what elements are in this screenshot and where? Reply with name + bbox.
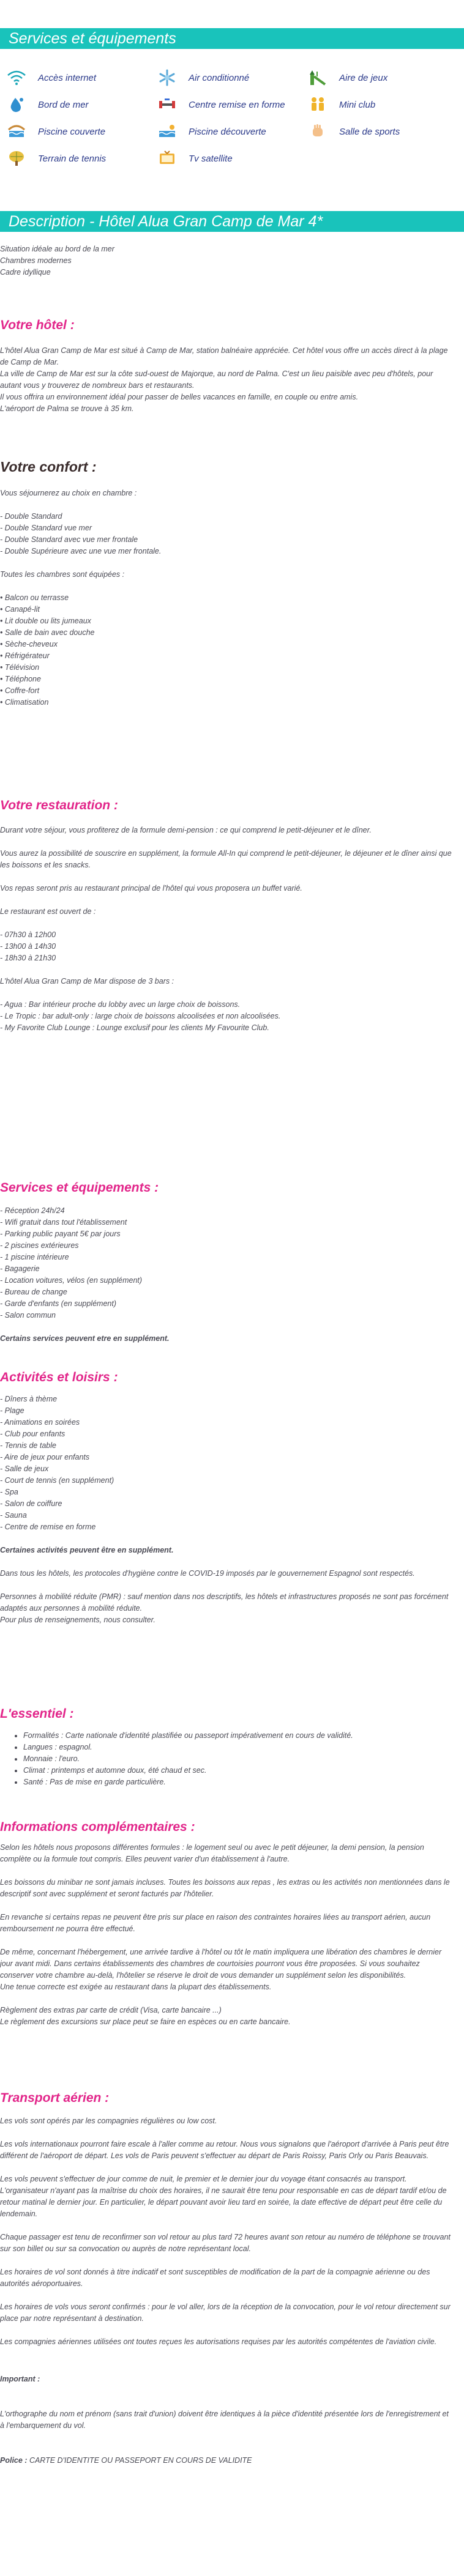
pmr-note-2: Pour plus de renseignements, nous consulter. (0, 1616, 155, 1624)
comfort-intro: Vous séjournerez au choix en chambre : (0, 489, 137, 497)
hours-intro: Le restaurant est ouvert de : (0, 907, 96, 916)
activity-item: - Salle de jeux (0, 1464, 49, 1473)
tv-icon (157, 149, 178, 168)
service-item: - Bureau de change (0, 1288, 67, 1296)
intro-line: Chambres modernes (0, 256, 72, 265)
activity-item: - Aire de jeux pour enfants (0, 1453, 90, 1461)
intro-block (0, 243, 454, 278)
hours-item: - 07h30 à 12h00 (0, 930, 56, 939)
amenity-label: Tv satellite (189, 153, 233, 164)
equipment-item: • Télévision (0, 663, 40, 672)
bar-item: - Le Tropic : bar adult-only : large choix de boissons alcoolisées et non alcoolisées. (0, 1012, 281, 1020)
wifi-icon (6, 69, 27, 87)
complementary-paragraph: Une tenue correcte est exigée au restaurant dans la plupart des établissements. (0, 1983, 272, 1991)
kids-icon (307, 95, 328, 114)
service-item: - Parking public payant 5€ par jours (0, 1230, 121, 1238)
amenity-label: Centre remise en forme (189, 99, 285, 110)
amenity-item (6, 69, 157, 87)
amenity-item (6, 95, 157, 114)
important-label: Important : (0, 2375, 40, 2383)
amenity-item (6, 122, 157, 141)
room-item: - Double Standard (0, 512, 62, 521)
service-item: - Réception 24h/24 (0, 1206, 65, 1215)
covid-note: Dans tous les hôtels, les protocoles d'hygiène contre le COVID-19 imposés par le gouvernement Espagnol sont respectés. (0, 1569, 415, 1578)
room-item: - Double Standard avec vue mer frontale (0, 535, 138, 544)
equipment-list (0, 592, 454, 708)
essential-item: • Formalités : Carte nationale d'identité plastifiée ou passeport impérativement en cours de validité. (23, 1730, 454, 1742)
amenity-item (157, 149, 307, 168)
amenity-item (307, 69, 458, 87)
bar-item: - Agua : Bar intérieur proche du lobby avec un large choix de boissons. (0, 1000, 241, 1009)
restaurant-title: Votre restauration : (0, 798, 118, 812)
restaurant-section (0, 798, 454, 1034)
services-note: Certains services peuvent etre en supplément. (0, 1334, 170, 1343)
services-list (0, 1205, 454, 1321)
equipment-item: • Réfrigérateur (0, 651, 50, 660)
amenity-label: Air conditionné (189, 72, 250, 83)
activities-list (0, 1394, 454, 1533)
equipment-intro: Toutes les chambres sont équipées : (0, 570, 125, 579)
equipment-item: • Balcon ou terrasse (0, 593, 69, 602)
complementary-paragraph: Les boissons du minibar ne sont jamais incluses. Toutes les boissons aux repas , les extras ou les activités non mentionnées dans le descriptif sont avec supplément et seront facturés par l'hôtelier. (0, 1878, 450, 1898)
snowflake-icon (157, 69, 178, 87)
room-item: - Double Standard vue mer (0, 524, 92, 532)
transport-title: Transport aérien : (0, 2091, 110, 2105)
activity-item: - Animations en soirées (0, 1418, 80, 1427)
amenities-grid (6, 64, 459, 172)
bar-item: - My Favorite Club Lounge : Lounge exclusif pour les clients My Favourite Club. (0, 1023, 269, 1032)
service-item: - Bagagerie (0, 1264, 40, 1273)
water-drop-icon (6, 95, 27, 114)
ortho-note: L'orthographe du nom et prénom (sans trait d'union) doivent être identiques à la pièce d'identité présentée lors de l'enregistrement et à l'embarquement du vol. (0, 2410, 449, 2430)
services-section (0, 1181, 454, 1345)
transport-paragraph: Les vols sont opérés par les compagnies régulières ou low cost. (0, 2117, 217, 2125)
amenity-item (6, 149, 157, 168)
restaurant-paragraph: Vos repas seront pris au restaurant principal de l'hôtel qui vous proposera un buffet varié. (0, 884, 302, 893)
services-banner: Services et équipements (0, 28, 464, 49)
intro-line: Cadre idyllique (0, 268, 51, 277)
hotel-paragraph: La ville de Camp de Mar est sur la côte sud-ouest de Majorque, au nord de Palma. C'est un lieu paisible avec peu d'hôtels, pour autant vous y trouverez de nombreux bars et restaurants. (0, 369, 433, 390)
bars-list (0, 999, 454, 1034)
service-item: - Wifi gratuit dans tout l'établissement (0, 1218, 127, 1227)
activities-note: Certaines activités peuvent être en supplément. (0, 1546, 174, 1554)
equipment-item: • Coffre-fort (0, 686, 40, 695)
essential-list (0, 1730, 454, 1788)
outdoor-pool-icon (157, 122, 178, 141)
amenity-label: Aire de jeux (339, 72, 388, 83)
transport-paragraph: Les vols peuvent s'effectuer de jour comme de nuit, le premier et le dernier jour du voyage étant consacrés au transport. L'organisateur n'ayant pas la maîtrise du choix des horaires, il ne saurait être tenu pour responsable en cas de départ tardif et/ou de retour matinal le dernier jour. En particulier, le départ pouvant avoir lieu tard en soirée, la date effective de départ peut être celle du lendemain. (0, 2175, 447, 2218)
essential-section (0, 1707, 454, 1788)
indoor-pool-icon (6, 122, 27, 141)
hand-fist-icon (307, 122, 328, 141)
service-item: - 2 piscines extérieures (0, 1241, 79, 1250)
activity-item: - Centre de remise en forme (0, 1523, 96, 1531)
equipment-item: • Climatisation (0, 698, 49, 707)
service-item: - Salon commun (0, 1311, 56, 1320)
activity-item: - Tennis de table (0, 1441, 56, 1450)
pmr-note: Personnes à mobilité réduite (PMR) : sauf mention dans nos descriptifs, les hôtels et infrastructures proposés ne sont pas forcément adaptés aux personnes à mobilité réduite. (0, 1592, 449, 1613)
amenity-item (307, 95, 458, 114)
playground-icon (307, 69, 328, 87)
transport-section (0, 2091, 454, 2467)
fitness-icon (157, 95, 178, 114)
amenity-item (307, 122, 458, 141)
transport-paragraph: Les vols internationaux pourront faire escale à l'aller comme au retour. Nous vous signalons que l'aéroport d'arrivée à Paris peut être différent de l'aéroport de départ. Les vols de Paris peuvent s'effectuer au départ de Paris Roissy, Paris Orly ou Paris Beauvais. (0, 2140, 449, 2160)
essential-item: • Santé : Pas de mise en garde particulière. (23, 1776, 454, 1788)
service-item: - Garde d'enfants (en supplément) (0, 1299, 116, 1308)
amenity-label: Terrain de tennis (38, 153, 107, 164)
activity-item: - Plage (0, 1406, 24, 1415)
amenity-label: Piscine couverte (38, 126, 106, 137)
activity-item: - Salon de coiffure (0, 1499, 62, 1508)
complementary-paragraph: En revanche si certains repas ne peuvent être pris sur place en raison des contraintes horaires liées au transport aérien, aucun remboursement ne pourra être effectué. (0, 1913, 431, 1933)
room-item: - Double Supérieure avec une vue mer frontale. (0, 547, 162, 555)
services-title: Services et équipements : (0, 1181, 159, 1195)
activities-title: Activités et loisirs : (0, 1370, 118, 1384)
transport-paragraph: Les horaires de vols vous seront confirmés : pour le vol aller, lors de la réception de la convocation, pour le vol retour directement sur place par notre représentant à destination. (0, 2303, 451, 2323)
room-list (0, 511, 454, 557)
hotel-title: Votre hôtel : (0, 318, 75, 332)
bars-intro: L'hôtel Alua Gran Camp de Mar dispose de 3 bars : (0, 977, 174, 985)
police-line (0, 2455, 454, 2467)
hours-item: - 18h30 à 21h30 (0, 954, 56, 962)
activity-item: - Court de tennis (en supplément) (0, 1476, 114, 1485)
complementary-paragraph: Selon les hôtels nous proposons différentes formules : le logement seul ou avec le petit déjeuner, la demi pension, la pension complète ou la formule tout compris. Elles peuvent varier d'un établissement à l'autre. (0, 1843, 424, 1863)
equipment-item: • Canapé-lit (0, 605, 40, 614)
amenity-item (157, 122, 307, 141)
hotel-paragraph: Il vous offrira un environnement idéal pour passer de belles vacances en famille, en couple ou entre amis. (0, 393, 359, 401)
tennis-icon (6, 149, 27, 168)
comfort-title: Votre confort : (0, 459, 97, 475)
activity-item: - Dîners à thème (0, 1395, 58, 1403)
hours-item: - 13h00 à 14h30 (0, 942, 56, 951)
transport-paragraph: Les compagnies aériennes utilisées ont toutes reçues les autorisations requises par les autorités compétentes de l'aviation civile. (0, 2337, 437, 2346)
activity-item: - Spa (0, 1488, 18, 1496)
complementary-section (0, 1820, 454, 2028)
complementary-title: Informations complémentaires : (0, 1820, 195, 1834)
complementary-paragraph: Le règlement des excursions sur place peut se faire en espèces ou en carte bancaire. (0, 2017, 291, 2026)
restaurant-paragraph: Durant votre séjour, vous profiterez de la formule demi-pension : ce qui comprend le petit-déjeuner et le dîner. (0, 826, 372, 834)
amenity-item (157, 69, 307, 87)
amenity-label: Bord de mer (38, 99, 89, 110)
police-text: CARTE D'IDENTITE OU PASSEPORT EN COURS DE VALIDITE (27, 2456, 252, 2465)
activity-item: - Club pour enfants (0, 1430, 65, 1438)
amenity-label: Piscine découverte (189, 126, 266, 137)
complementary-paragraph: De même, concernant l'hébergement, une arrivée tardive à l'hôtel ou tôt le matin impliquera une libération des chambres le dernier jour avant midi. Dans certains établissements des chambres de courtoisies pourront vous être proposées. Si vous souhaitez conserver votre chambre au-delà, l'hôtelier se réserve le droit de vous demander un supplément selon les disponibilités. (0, 1948, 442, 1980)
service-item: - 1 piscine intérieure (0, 1253, 69, 1261)
transport-paragraph: Les horaires de vol sont donnés à titre indicatif et sont susceptibles de modification de la part de la compagnie aérienne ou des autorités aéroportuaires. (0, 2268, 430, 2288)
complementary-paragraph: Règlement des extras par carte de crédit (Visa, carte bancaire ...) (0, 2006, 222, 2014)
service-item: - Location voitures, vélos (en supplément) (0, 1276, 143, 1285)
amenity-item (157, 95, 307, 114)
essential-title: L'essentiel : (0, 1707, 74, 1721)
restaurant-paragraph: Vous aurez la possibilité de souscrire en supplément, la formule All-In qui comprend le petit-déjeuner, le déjeuner et le dîner ainsi que les boissons et les snacks. (0, 849, 452, 869)
essential-item: • Climat : printemps et automne doux, été chaud et sec. (23, 1765, 454, 1776)
intro-line: Situation idéale au bord de la mer (0, 245, 114, 253)
equipment-item: • Sèche-cheveux (0, 640, 58, 648)
amenity-label: Accès internet (38, 72, 97, 83)
police-label: Police : (0, 2456, 28, 2465)
essential-item: • Langues : espagnol. (23, 1742, 454, 1753)
hotel-paragraph: L'aéroport de Palma se trouve à 35 km. (0, 404, 134, 413)
hours-list (0, 929, 454, 964)
amenity-label: Mini club (339, 99, 376, 110)
amenity-label: Salle de sports (339, 126, 400, 137)
equipment-item: • Salle de bain avec douche (0, 628, 95, 637)
activities-section (0, 1370, 454, 1626)
activity-item: - Sauna (0, 1511, 27, 1520)
hotel-paragraph: L'hôtel Alua Gran Camp de Mar est situé à Camp de Mar, station balnéaire appréciée. Cet hôtel vous offre un accès direct à la plage de Camp de Mar. (0, 346, 448, 366)
description-banner: Description - Hôtel Alua Gran Camp de Mar 4* (0, 211, 464, 232)
equipment-item: • Lit double ou lits jumeaux (0, 617, 91, 625)
essential-item: • Monnaie : l'euro. (23, 1753, 454, 1765)
comfort-section (0, 459, 454, 708)
hotel-section (0, 318, 454, 415)
equipment-item: • Téléphone (0, 675, 41, 683)
transport-paragraph: Chaque passager est tenu de reconfirmer son vol retour au plus tard 72 heures avant son retour au numéro de téléphone se trouvant sur son billet ou sur sa convocation ou auprès de notre représentant local. (0, 2233, 451, 2253)
